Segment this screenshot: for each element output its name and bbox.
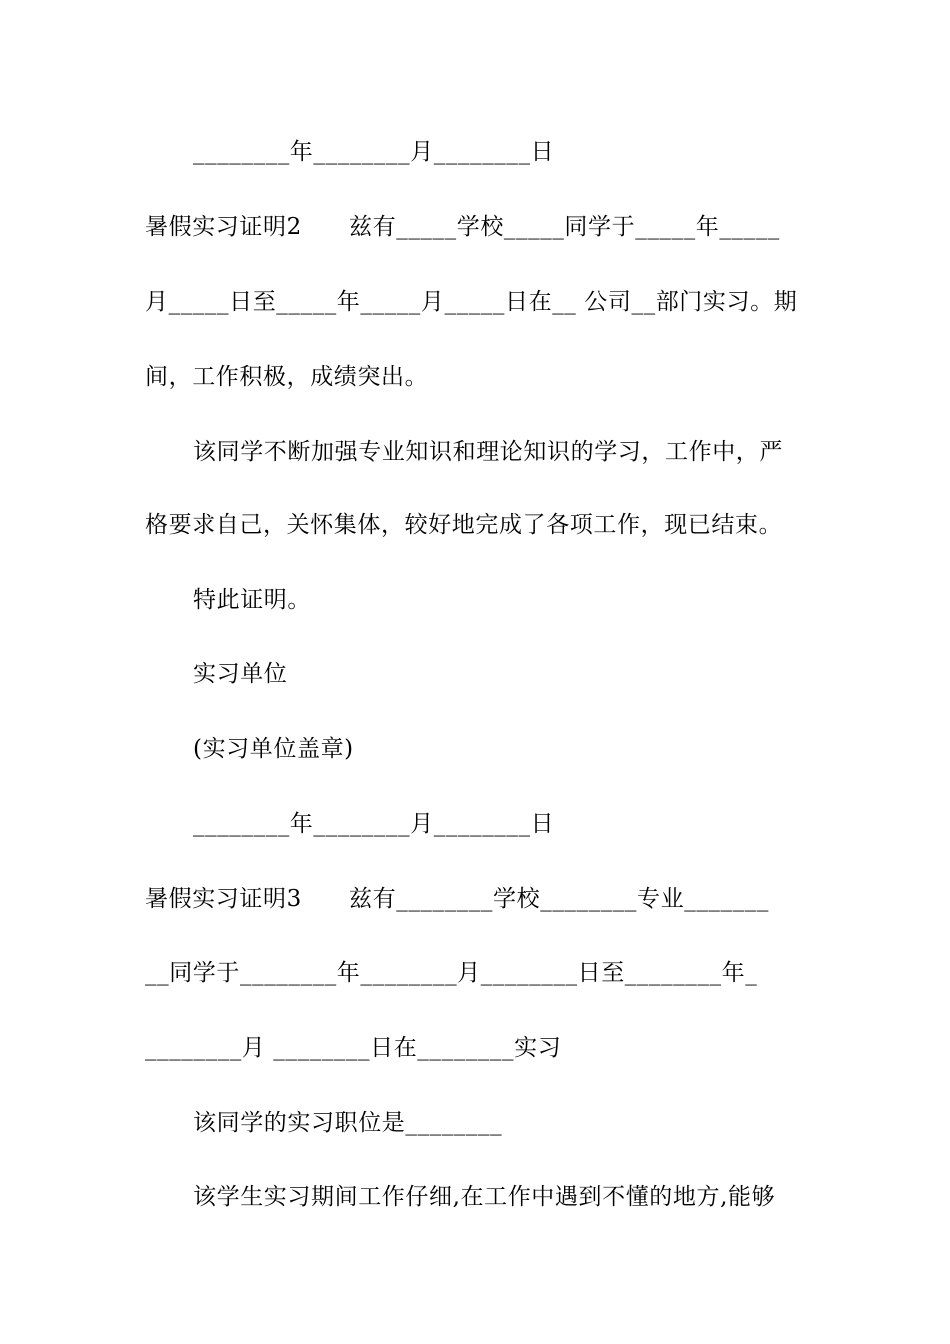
certificate-2-heading-line: 暑假实习证明2 兹有_____学校_____同学于_____年_____ [145, 214, 780, 240]
date-line-1: ________年________月________日 [193, 139, 555, 165]
certificate-3-heading-line: 暑假实习证明3 兹有________学校________专业_______ [145, 886, 769, 912]
certificate-2-paragraph-line-1: 该同学不断加强专业知识和理论知识的学习，工作中，严 [193, 439, 783, 465]
date-line-2: ________年________月________日 [193, 811, 555, 837]
certificate-3-body-line-3: ________月 ________日在________实习 [145, 1035, 562, 1061]
internship-unit-label: 实习单位 [193, 661, 288, 687]
certificate-2-body-line-3: 间，工作积极，成绩突出。 [145, 364, 429, 390]
certificate-3-body-line-2: __同学于________年________月________日至________年_ [145, 960, 758, 986]
unit-seal-label: (实习单位盖章) [193, 736, 354, 762]
certify-statement: 特此证明。 [193, 587, 311, 613]
certificate-2-paragraph-line-2: 格要求自己，关怀集体，较好地完成了各项工作，现已结束。 [145, 512, 783, 538]
certificate-2-body-line-2: 月_____日至_____年_____月_____日在__ 公司__部门实习。期 [145, 289, 798, 315]
internship-position-line: 该同学的实习职位是________ [193, 1110, 503, 1136]
evaluation-paragraph-line-1: 该学生实习期间工作仔细,在工作中遇到不懂的地方,能够 [193, 1184, 776, 1210]
